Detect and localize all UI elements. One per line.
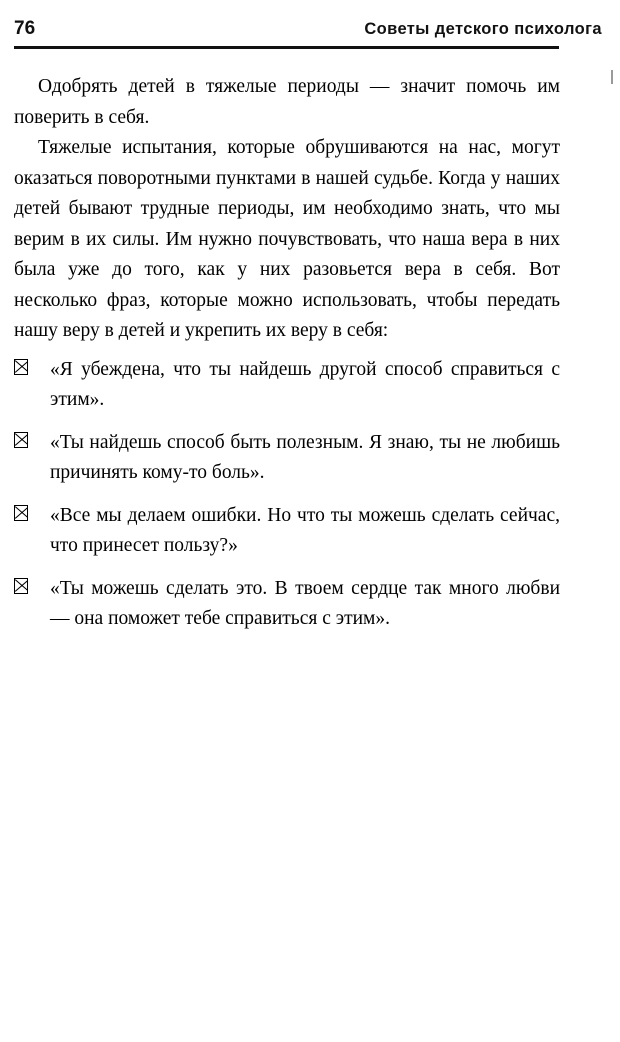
list-item-text: «Я убеждена, что ты найдешь другой способ справиться с этим». [50, 358, 560, 410]
bullet-list [14, 355, 560, 634]
list-item [14, 574, 560, 634]
list-item [14, 355, 560, 415]
list-item-text: «Ты найдешь способ быть полезным. Я знаю, ты не любишь причинять кому-то боль». [50, 431, 560, 483]
page-edge-mark [611, 70, 613, 84]
box-x-bullet-icon [14, 505, 28, 521]
box-x-bullet-icon [14, 578, 28, 594]
header-rule [14, 46, 559, 49]
paragraph: Одобрять детей в тяжелые периоды — значит помочь им поверить в себя. [14, 76, 560, 128]
paragraph: Тяжелые испытания, которые обрушиваются на нас, могут оказаться поворотными пунктами в нашей судьбе. Когда у наших детей бывают трудные периоды, им необходимо знать, что мы верим в их силы. Им нужно почувствовать, что наша вера в них была уже до того, как у них разовьется вера в себя. Вот несколько фраз, которые можно использовать, чтобы передать нашу веру в детей и укрепить их веру в себя: [14, 137, 560, 341]
box-x-bullet-icon [14, 432, 28, 448]
list-item [14, 428, 560, 488]
list-item [14, 501, 560, 561]
list-item-text: «Ты можешь сделать это. В твоем сердце так много любви — она поможет тебе справиться с этим». [50, 577, 560, 629]
running-title: Советы детского психолога [364, 20, 602, 38]
page-number: 76 [14, 18, 36, 39]
page-header [0, 18, 620, 52]
body-text [14, 72, 560, 634]
box-x-bullet-icon [14, 359, 28, 375]
list-item-text: «Все мы делаем ошибки. Но что ты можешь сделать сейчас, что принесет пользу?» [50, 504, 560, 556]
